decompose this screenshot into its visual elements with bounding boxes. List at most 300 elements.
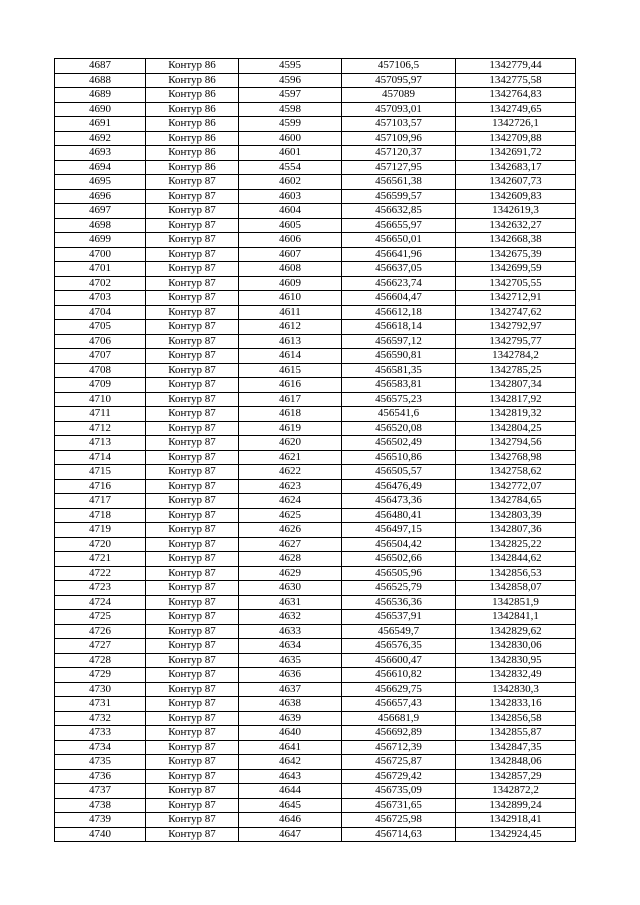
table-row	[55, 494, 576, 509]
table-row	[55, 639, 576, 654]
point-number-cell: 4730	[55, 682, 146, 697]
point-number-cell: 4710	[55, 392, 146, 407]
contour-name-cell: Контур 87	[146, 610, 239, 625]
y-coordinate-cell: 1342830,3	[456, 682, 576, 697]
contour-name-cell: Контур 87	[146, 204, 239, 219]
y-coordinate-cell: 1342768,98	[456, 450, 576, 465]
table-row	[55, 523, 576, 538]
x-coordinate-cell: 456525,79	[342, 581, 456, 596]
table-row	[55, 73, 576, 88]
point-number-cell: 4725	[55, 610, 146, 625]
x-coordinate-cell: 456600,47	[342, 653, 456, 668]
y-coordinate-cell: 1342784,2	[456, 349, 576, 364]
x-coordinate-cell: 456604,47	[342, 291, 456, 306]
x-coordinate-cell: 457120,37	[342, 146, 456, 161]
point-id-cell: 4625	[239, 508, 342, 523]
x-coordinate-cell: 457093,01	[342, 102, 456, 117]
point-id-cell: 4619	[239, 421, 342, 436]
table-row	[55, 378, 576, 393]
y-coordinate-cell: 1342709,88	[456, 131, 576, 146]
point-number-cell: 4690	[55, 102, 146, 117]
contour-name-cell: Контур 87	[146, 827, 239, 842]
contour-name-cell: Контур 87	[146, 639, 239, 654]
point-id-cell: 4608	[239, 262, 342, 277]
contour-name-cell: Контур 87	[146, 726, 239, 741]
contour-name-cell: Контур 87	[146, 189, 239, 204]
table-row	[55, 566, 576, 581]
x-coordinate-cell: 456597,12	[342, 334, 456, 349]
point-number-cell: 4731	[55, 697, 146, 712]
contour-name-cell: Контур 87	[146, 363, 239, 378]
point-number-cell: 4719	[55, 523, 146, 538]
table-row	[55, 624, 576, 639]
point-id-cell: 4603	[239, 189, 342, 204]
contour-name-cell: Контур 87	[146, 305, 239, 320]
point-id-cell: 4641	[239, 740, 342, 755]
y-coordinate-cell: 1342856,53	[456, 566, 576, 581]
y-coordinate-cell: 1342775,58	[456, 73, 576, 88]
table-row	[55, 798, 576, 813]
contour-name-cell: Контур 87	[146, 668, 239, 683]
point-id-cell: 4596	[239, 73, 342, 88]
point-id-cell: 4618	[239, 407, 342, 422]
point-id-cell: 4611	[239, 305, 342, 320]
point-id-cell: 4621	[239, 450, 342, 465]
table-row	[55, 682, 576, 697]
y-coordinate-cell: 1342795,77	[456, 334, 576, 349]
point-id-cell: 4627	[239, 537, 342, 552]
table-row	[55, 305, 576, 320]
table-row	[55, 117, 576, 132]
point-id-cell: 4647	[239, 827, 342, 842]
point-id-cell: 4614	[239, 349, 342, 364]
y-coordinate-cell: 1342779,44	[456, 59, 576, 74]
x-coordinate-cell: 456629,75	[342, 682, 456, 697]
point-id-cell: 4612	[239, 320, 342, 335]
point-number-cell: 4720	[55, 537, 146, 552]
contour-name-cell: Контур 87	[146, 392, 239, 407]
contour-name-cell: Контур 87	[146, 595, 239, 610]
table-row	[55, 697, 576, 712]
point-number-cell: 4692	[55, 131, 146, 146]
y-coordinate-cell: 1342858,07	[456, 581, 576, 596]
contour-name-cell: Контур 87	[146, 682, 239, 697]
point-number-cell: 4735	[55, 755, 146, 770]
x-coordinate-cell: 456480,41	[342, 508, 456, 523]
contour-name-cell: Контур 87	[146, 320, 239, 335]
y-coordinate-cell: 1342758,62	[456, 465, 576, 480]
point-id-cell: 4635	[239, 653, 342, 668]
x-coordinate-cell: 456692,89	[342, 726, 456, 741]
y-coordinate-cell: 1342856,58	[456, 711, 576, 726]
y-coordinate-cell: 1342764,83	[456, 88, 576, 103]
point-id-cell: 4638	[239, 697, 342, 712]
point-id-cell: 4595	[239, 59, 342, 74]
point-id-cell: 4633	[239, 624, 342, 639]
point-number-cell: 4712	[55, 421, 146, 436]
point-id-cell: 4631	[239, 595, 342, 610]
table-row	[55, 827, 576, 842]
contour-name-cell: Контур 86	[146, 102, 239, 117]
x-coordinate-cell: 456541,6	[342, 407, 456, 422]
point-id-cell: 4598	[239, 102, 342, 117]
y-coordinate-cell: 1342857,29	[456, 769, 576, 784]
point-id-cell: 4610	[239, 291, 342, 306]
table-row	[55, 88, 576, 103]
x-coordinate-cell: 456735,09	[342, 784, 456, 799]
x-coordinate-cell: 456536,36	[342, 595, 456, 610]
contour-name-cell: Контур 87	[146, 697, 239, 712]
y-coordinate-cell: 1342726,1	[456, 117, 576, 132]
point-id-cell: 4624	[239, 494, 342, 509]
contour-name-cell: Контур 87	[146, 653, 239, 668]
contour-name-cell: Контур 87	[146, 349, 239, 364]
contour-name-cell: Контур 86	[146, 117, 239, 132]
x-coordinate-cell: 456497,15	[342, 523, 456, 538]
table-row	[55, 595, 576, 610]
table-row	[55, 349, 576, 364]
x-coordinate-cell: 456681,9	[342, 711, 456, 726]
y-coordinate-cell: 1342803,39	[456, 508, 576, 523]
y-coordinate-cell: 1342833,16	[456, 697, 576, 712]
contour-name-cell: Контур 87	[146, 552, 239, 567]
point-id-cell: 4622	[239, 465, 342, 480]
contour-name-cell: Контур 87	[146, 523, 239, 538]
point-number-cell: 4715	[55, 465, 146, 480]
contour-name-cell: Контур 86	[146, 88, 239, 103]
table-row	[55, 59, 576, 74]
point-number-cell: 4718	[55, 508, 146, 523]
contour-name-cell: Контур 87	[146, 378, 239, 393]
table-row	[55, 769, 576, 784]
point-number-cell: 4714	[55, 450, 146, 465]
point-id-cell: 4630	[239, 581, 342, 596]
x-coordinate-cell: 456583,81	[342, 378, 456, 393]
x-coordinate-cell: 456537,91	[342, 610, 456, 625]
table-row	[55, 233, 576, 248]
table-row	[55, 450, 576, 465]
x-coordinate-cell: 456505,96	[342, 566, 456, 581]
point-number-cell: 4732	[55, 711, 146, 726]
contour-name-cell: Контур 87	[146, 262, 239, 277]
y-coordinate-cell: 1342830,95	[456, 653, 576, 668]
point-number-cell: 4721	[55, 552, 146, 567]
y-coordinate-cell: 1342807,34	[456, 378, 576, 393]
contour-name-cell: Контур 87	[146, 566, 239, 581]
table-row	[55, 392, 576, 407]
contour-name-cell: Контур 87	[146, 624, 239, 639]
x-coordinate-cell: 456655,97	[342, 218, 456, 233]
y-coordinate-cell: 1342691,72	[456, 146, 576, 161]
table-row	[55, 189, 576, 204]
point-number-cell: 4706	[55, 334, 146, 349]
table-row	[55, 160, 576, 175]
point-number-cell: 4711	[55, 407, 146, 422]
contour-name-cell: Контур 87	[146, 291, 239, 306]
y-coordinate-cell: 1342772,07	[456, 479, 576, 494]
table-row	[55, 740, 576, 755]
point-number-cell: 4707	[55, 349, 146, 364]
contour-name-cell: Контур 87	[146, 450, 239, 465]
table-row	[55, 581, 576, 596]
point-id-cell: 4597	[239, 88, 342, 103]
point-id-cell: 4623	[239, 479, 342, 494]
x-coordinate-cell: 456505,57	[342, 465, 456, 480]
x-coordinate-cell: 456502,49	[342, 436, 456, 451]
point-id-cell: 4620	[239, 436, 342, 451]
contour-name-cell: Контур 87	[146, 508, 239, 523]
y-coordinate-cell: 1342855,87	[456, 726, 576, 741]
y-coordinate-cell: 1342819,32	[456, 407, 576, 422]
x-coordinate-cell: 456502,66	[342, 552, 456, 567]
x-coordinate-cell: 456549,7	[342, 624, 456, 639]
point-id-cell: 4606	[239, 233, 342, 248]
point-id-cell: 4642	[239, 755, 342, 770]
y-coordinate-cell: 1342749,65	[456, 102, 576, 117]
contour-name-cell: Контур 86	[146, 160, 239, 175]
point-id-cell: 4602	[239, 175, 342, 190]
point-id-cell: 4636	[239, 668, 342, 683]
table-row	[55, 537, 576, 552]
y-coordinate-cell: 1342817,92	[456, 392, 576, 407]
table-row	[55, 262, 576, 277]
contour-name-cell: Контур 87	[146, 218, 239, 233]
point-id-cell: 4613	[239, 334, 342, 349]
y-coordinate-cell: 1342830,06	[456, 639, 576, 654]
y-coordinate-cell: 1342841,1	[456, 610, 576, 625]
contour-name-cell: Контур 87	[146, 233, 239, 248]
x-coordinate-cell: 457089	[342, 88, 456, 103]
table-row	[55, 755, 576, 770]
x-coordinate-cell: 456725,98	[342, 813, 456, 828]
x-coordinate-cell: 456575,23	[342, 392, 456, 407]
point-number-cell: 4726	[55, 624, 146, 639]
contour-name-cell: Контур 87	[146, 740, 239, 755]
x-coordinate-cell: 456731,65	[342, 798, 456, 813]
point-number-cell: 4693	[55, 146, 146, 161]
point-number-cell: 4698	[55, 218, 146, 233]
point-number-cell: 4702	[55, 276, 146, 291]
coordinates-table	[54, 58, 576, 842]
point-id-cell: 4554	[239, 160, 342, 175]
contour-name-cell: Контур 87	[146, 276, 239, 291]
contour-name-cell: Контур 87	[146, 581, 239, 596]
contour-name-cell: Контур 87	[146, 421, 239, 436]
point-number-cell: 4738	[55, 798, 146, 813]
table-row	[55, 610, 576, 625]
table-row	[55, 436, 576, 451]
point-id-cell: 4609	[239, 276, 342, 291]
x-coordinate-cell: 457103,57	[342, 117, 456, 132]
point-number-cell: 4704	[55, 305, 146, 320]
x-coordinate-cell: 456632,85	[342, 204, 456, 219]
x-coordinate-cell: 457127,95	[342, 160, 456, 175]
table-row	[55, 552, 576, 567]
table-row	[55, 407, 576, 422]
y-coordinate-cell: 1342872,2	[456, 784, 576, 799]
x-coordinate-cell: 456581,35	[342, 363, 456, 378]
point-number-cell: 4709	[55, 378, 146, 393]
point-id-cell: 4599	[239, 117, 342, 132]
contour-name-cell: Контур 87	[146, 334, 239, 349]
point-number-cell: 4733	[55, 726, 146, 741]
contour-name-cell: Контур 86	[146, 59, 239, 74]
point-id-cell: 4617	[239, 392, 342, 407]
y-coordinate-cell: 1342785,25	[456, 363, 576, 378]
table-row	[55, 421, 576, 436]
contour-name-cell: Контур 87	[146, 755, 239, 770]
point-number-cell: 4697	[55, 204, 146, 219]
x-coordinate-cell: 456504,42	[342, 537, 456, 552]
point-number-cell: 4727	[55, 639, 146, 654]
y-coordinate-cell: 1342851,9	[456, 595, 576, 610]
y-coordinate-cell: 1342918,41	[456, 813, 576, 828]
table-row	[55, 146, 576, 161]
contour-name-cell: Контур 87	[146, 407, 239, 422]
x-coordinate-cell: 456618,14	[342, 320, 456, 335]
point-id-cell: 4605	[239, 218, 342, 233]
point-number-cell: 4716	[55, 479, 146, 494]
x-coordinate-cell: 456476,49	[342, 479, 456, 494]
point-id-cell: 4640	[239, 726, 342, 741]
point-number-cell: 4699	[55, 233, 146, 248]
x-coordinate-cell: 456641,96	[342, 247, 456, 262]
point-number-cell: 4688	[55, 73, 146, 88]
point-id-cell: 4607	[239, 247, 342, 262]
y-coordinate-cell: 1342924,45	[456, 827, 576, 842]
contour-name-cell: Контур 86	[146, 146, 239, 161]
point-number-cell: 4736	[55, 769, 146, 784]
x-coordinate-cell: 456520,08	[342, 421, 456, 436]
y-coordinate-cell: 1342844,62	[456, 552, 576, 567]
point-id-cell: 4644	[239, 784, 342, 799]
x-coordinate-cell: 456610,82	[342, 668, 456, 683]
contour-name-cell: Контур 87	[146, 465, 239, 480]
x-coordinate-cell: 456623,74	[342, 276, 456, 291]
x-coordinate-cell: 456725,87	[342, 755, 456, 770]
table-row	[55, 175, 576, 190]
point-id-cell: 4628	[239, 552, 342, 567]
point-number-cell: 4705	[55, 320, 146, 335]
x-coordinate-cell: 456590,81	[342, 349, 456, 364]
point-number-cell: 4708	[55, 363, 146, 378]
x-coordinate-cell: 456637,05	[342, 262, 456, 277]
y-coordinate-cell: 1342619,3	[456, 204, 576, 219]
point-number-cell: 4689	[55, 88, 146, 103]
point-id-cell: 4639	[239, 711, 342, 726]
contour-name-cell: Контур 87	[146, 479, 239, 494]
y-coordinate-cell: 1342792,97	[456, 320, 576, 335]
contour-name-cell: Контур 87	[146, 813, 239, 828]
point-number-cell: 4723	[55, 581, 146, 596]
table-row	[55, 784, 576, 799]
x-coordinate-cell: 456714,63	[342, 827, 456, 842]
point-number-cell: 4703	[55, 291, 146, 306]
point-number-cell: 4728	[55, 653, 146, 668]
table-row	[55, 508, 576, 523]
point-id-cell: 4615	[239, 363, 342, 378]
point-id-cell: 4634	[239, 639, 342, 654]
y-coordinate-cell: 1342699,59	[456, 262, 576, 277]
point-id-cell: 4601	[239, 146, 342, 161]
point-number-cell: 4740	[55, 827, 146, 842]
table-row	[55, 653, 576, 668]
table-row	[55, 711, 576, 726]
table-row	[55, 276, 576, 291]
y-coordinate-cell: 1342683,17	[456, 160, 576, 175]
y-coordinate-cell: 1342794,56	[456, 436, 576, 451]
y-coordinate-cell: 1342832,49	[456, 668, 576, 683]
table-row	[55, 479, 576, 494]
table-row	[55, 363, 576, 378]
contour-name-cell: Контур 87	[146, 711, 239, 726]
contour-name-cell: Контур 87	[146, 494, 239, 509]
y-coordinate-cell: 1342705,55	[456, 276, 576, 291]
x-coordinate-cell: 457106,5	[342, 59, 456, 74]
point-number-cell: 4737	[55, 784, 146, 799]
x-coordinate-cell: 456599,57	[342, 189, 456, 204]
contour-name-cell: Контур 87	[146, 247, 239, 262]
x-coordinate-cell: 456729,42	[342, 769, 456, 784]
x-coordinate-cell: 456712,39	[342, 740, 456, 755]
point-number-cell: 4729	[55, 668, 146, 683]
y-coordinate-cell: 1342747,62	[456, 305, 576, 320]
point-id-cell: 4616	[239, 378, 342, 393]
point-number-cell: 4700	[55, 247, 146, 262]
point-number-cell: 4691	[55, 117, 146, 132]
contour-name-cell: Контур 87	[146, 436, 239, 451]
table-row	[55, 813, 576, 828]
point-number-cell: 4687	[55, 59, 146, 74]
y-coordinate-cell: 1342675,39	[456, 247, 576, 262]
y-coordinate-cell: 1342784,65	[456, 494, 576, 509]
table-row	[55, 247, 576, 262]
x-coordinate-cell: 456612,18	[342, 305, 456, 320]
table-row	[55, 102, 576, 117]
table-row	[55, 218, 576, 233]
point-number-cell: 4694	[55, 160, 146, 175]
table-row	[55, 320, 576, 335]
y-coordinate-cell: 1342632,27	[456, 218, 576, 233]
point-id-cell: 4626	[239, 523, 342, 538]
table-row	[55, 204, 576, 219]
x-coordinate-cell: 457095,97	[342, 73, 456, 88]
y-coordinate-cell: 1342712,91	[456, 291, 576, 306]
contour-name-cell: Контур 87	[146, 537, 239, 552]
x-coordinate-cell: 456510,86	[342, 450, 456, 465]
y-coordinate-cell: 1342847,35	[456, 740, 576, 755]
table-row	[55, 668, 576, 683]
x-coordinate-cell: 456473,36	[342, 494, 456, 509]
point-id-cell: 4629	[239, 566, 342, 581]
y-coordinate-cell: 1342804,25	[456, 421, 576, 436]
table-row	[55, 726, 576, 741]
x-coordinate-cell: 456650,01	[342, 233, 456, 248]
y-coordinate-cell: 1342807,36	[456, 523, 576, 538]
point-number-cell: 4724	[55, 595, 146, 610]
y-coordinate-cell: 1342899,24	[456, 798, 576, 813]
point-id-cell: 4645	[239, 798, 342, 813]
coordinates-table-body	[55, 59, 576, 842]
contour-name-cell: Контур 86	[146, 131, 239, 146]
point-number-cell: 4734	[55, 740, 146, 755]
contour-name-cell: Контур 87	[146, 784, 239, 799]
table-row	[55, 465, 576, 480]
point-id-cell: 4646	[239, 813, 342, 828]
y-coordinate-cell: 1342668,38	[456, 233, 576, 248]
point-number-cell: 4722	[55, 566, 146, 581]
x-coordinate-cell: 456576,35	[342, 639, 456, 654]
